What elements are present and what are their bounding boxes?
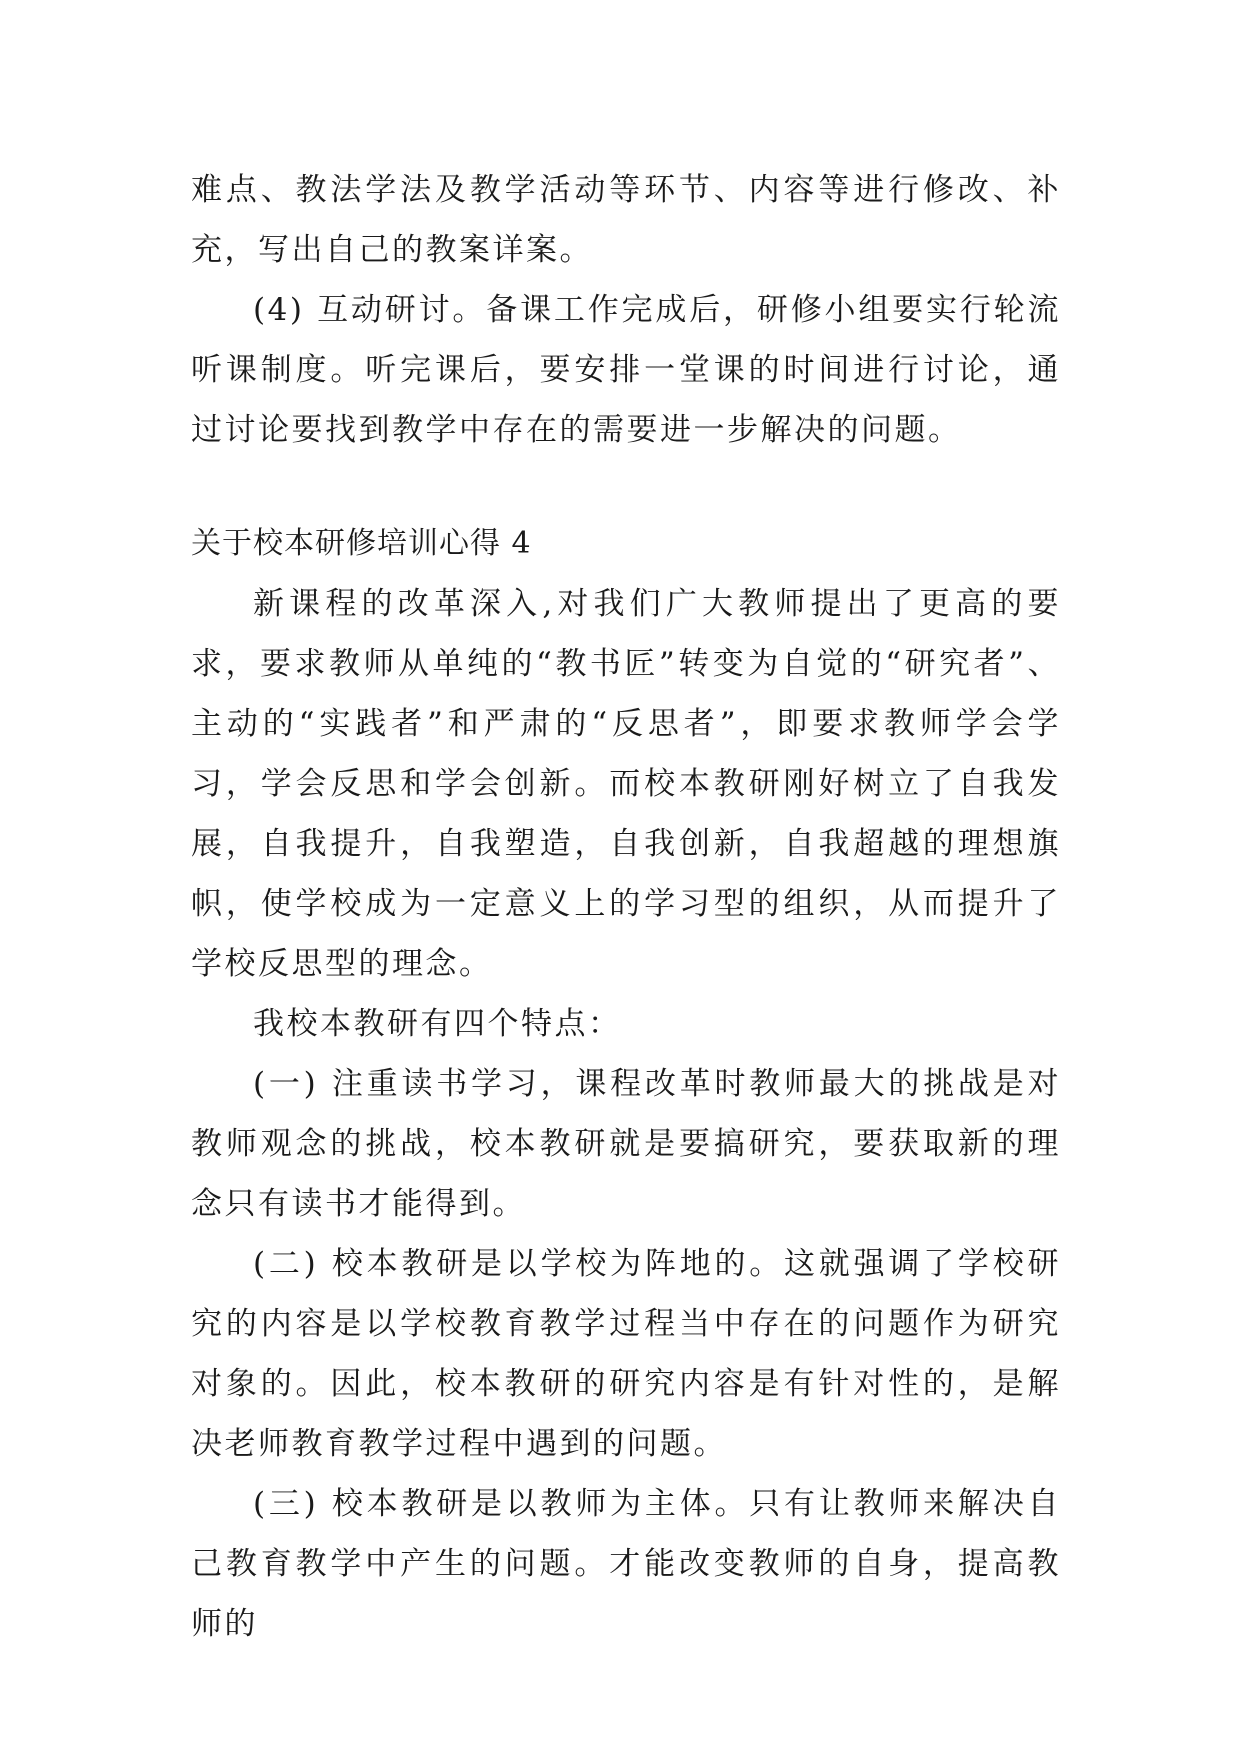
document-body [191,160,1061,1654]
paragraph-continued: 难点、教法学法及教学活动等环节、内容等进行修改、补充，写出自己的教案详案。 [191,172,1061,268]
paragraph-features-lead: 我校本教研有四个特点： [253,1006,622,1042]
paragraph-interactive-discussion: (4) 互动研讨。备课工作完成后，研修小组要实行轮流听课制度。听完课后，要安排一堂课的时间进行讨论，通过讨论要找到教学中存在的需要进一步解决的问题。 [191,292,1061,448]
paragraph-intro: 新课程的改革深入,对我们广大教师提出了更高的要求，要求教师从单纯的“教书匠”转变为自觉的“研究者”、主动的“实践者”和严肃的“反思者”，即要求教师学会学习，学会反思和学会创新。而校本教研刚好树立了自我发展，自我提升，自我塑造，自我创新，自我超越的理想旗帜，使学校成为一定意义上的学习型的组织，从而提升了学校反思型的理念。 [191,586,1061,982]
paragraph-feature-3: (三) 校本教研是以教师为主体。只有让教师来解决自己教育教学中产生的问题。才能改变教师的自身，提高教师的 [191,1486,1061,1642]
paragraph-feature-2: (二) 校本教研是以学校为阵地的。这就强调了学校研究的内容是以学校教育教学过程当中存在的问题作为研究对象的。因此，校本教研的研究内容是有针对性的，是解决老师教育教学过程中遇到的问题。 [191,1246,1061,1462]
paragraph-feature-1: (一) 注重读书学习，课程改革时教师最大的挑战是对教师观念的挑战，校本教研就是要搞研究，要获取新的理念只有读书才能得到。 [191,1066,1061,1222]
section-title: 关于校本研修培训心得 4 [191,526,532,561]
